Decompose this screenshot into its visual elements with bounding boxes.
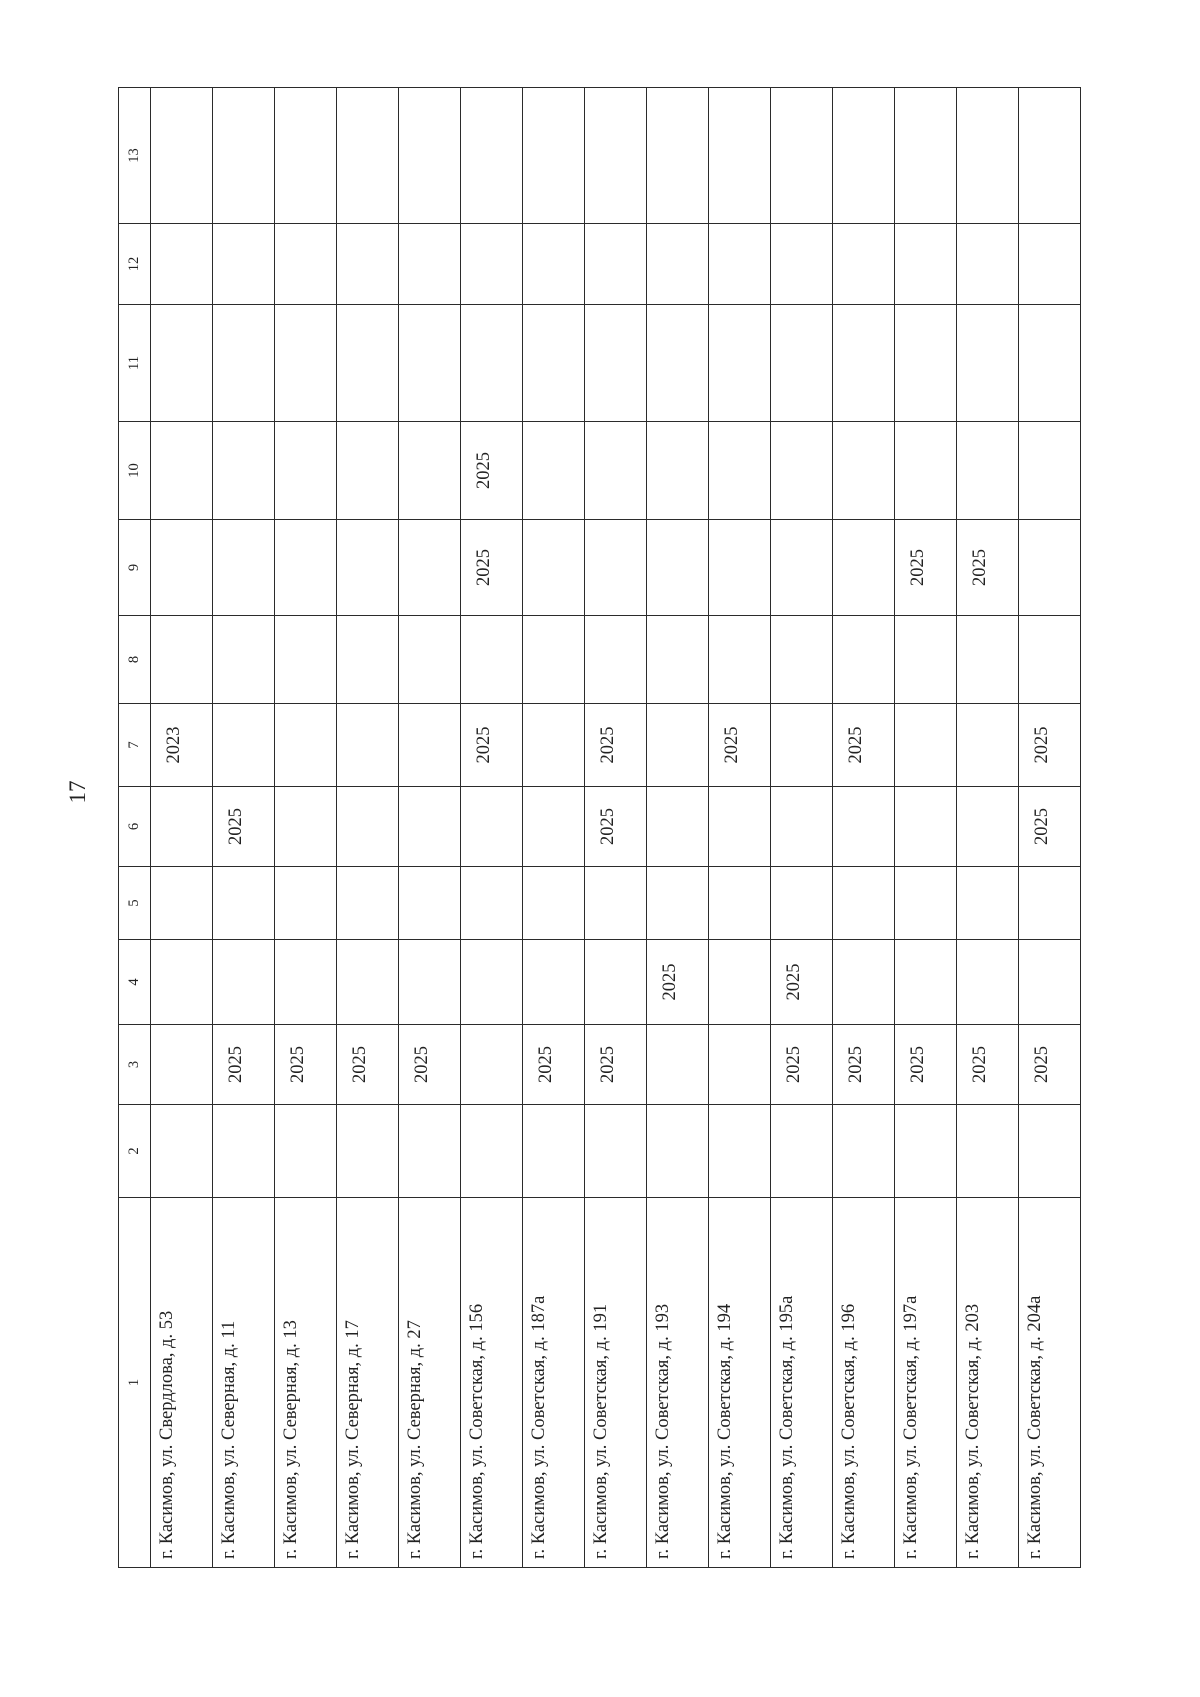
year-cell: 2025 bbox=[895, 520, 957, 616]
year-cell bbox=[585, 422, 647, 520]
year-cell bbox=[213, 867, 275, 940]
year-cell: 2025 bbox=[647, 940, 709, 1025]
year-cell bbox=[709, 305, 771, 422]
year-cell bbox=[461, 1105, 523, 1198]
year-cell bbox=[833, 1105, 895, 1198]
year-cell bbox=[647, 88, 709, 224]
address-cell: г. Касимов, ул. Северная, д. 11 bbox=[213, 1198, 275, 1568]
year-cell bbox=[275, 616, 337, 704]
year-cell bbox=[895, 88, 957, 224]
year-cell bbox=[771, 224, 833, 305]
year-cell bbox=[771, 704, 833, 787]
year-cell bbox=[895, 940, 957, 1025]
year-cell bbox=[523, 940, 585, 1025]
year-cell bbox=[895, 1105, 957, 1198]
column-header: 3 bbox=[119, 1025, 151, 1105]
year-cell: 2025 bbox=[523, 1025, 585, 1105]
year-cell bbox=[709, 867, 771, 940]
year-cell bbox=[709, 88, 771, 224]
year-cell bbox=[771, 520, 833, 616]
year-cell bbox=[337, 616, 399, 704]
address-cell: г. Касимов, ул. Советская, д. 187а bbox=[523, 1198, 585, 1568]
year-cell bbox=[461, 224, 523, 305]
year-cell: 2025 bbox=[1019, 704, 1081, 787]
year-cell bbox=[399, 940, 461, 1025]
year-cell bbox=[585, 224, 647, 305]
year-cell bbox=[709, 1105, 771, 1198]
year-cell bbox=[523, 224, 585, 305]
year-cell: 2025 bbox=[585, 787, 647, 867]
year-cell bbox=[833, 616, 895, 704]
year-cell bbox=[647, 867, 709, 940]
year-cell bbox=[957, 224, 1019, 305]
column-header: 11 bbox=[119, 305, 151, 422]
table-row bbox=[337, 88, 399, 1568]
table-row bbox=[895, 88, 957, 1568]
year-cell bbox=[399, 88, 461, 224]
year-cell bbox=[461, 867, 523, 940]
year-cell bbox=[1019, 940, 1081, 1025]
year-cell bbox=[337, 867, 399, 940]
column-header: 5 bbox=[119, 867, 151, 940]
year-cell: 2023 bbox=[151, 704, 213, 787]
address-cell: г. Касимов, ул. Советская, д. 156 bbox=[461, 1198, 523, 1568]
year-cell bbox=[647, 1105, 709, 1198]
year-cell bbox=[957, 867, 1019, 940]
year-cell bbox=[399, 1105, 461, 1198]
year-cell: 2025 bbox=[585, 704, 647, 787]
column-header: 13 bbox=[119, 88, 151, 224]
table-row bbox=[647, 88, 709, 1568]
year-cell bbox=[151, 787, 213, 867]
year-cell bbox=[523, 1105, 585, 1198]
year-cell bbox=[771, 867, 833, 940]
year-cell bbox=[957, 305, 1019, 422]
year-cell bbox=[833, 940, 895, 1025]
column-header: 9 bbox=[119, 520, 151, 616]
column-header: 12 bbox=[119, 224, 151, 305]
address-cell: г. Касимов, ул. Советская, д. 194 bbox=[709, 1198, 771, 1568]
year-cell bbox=[151, 940, 213, 1025]
year-cell: 2025 bbox=[213, 1025, 275, 1105]
year-cell bbox=[275, 704, 337, 787]
year-cell bbox=[275, 305, 337, 422]
year-cell bbox=[709, 520, 771, 616]
year-cell bbox=[709, 1025, 771, 1105]
year-cell bbox=[1019, 616, 1081, 704]
column-header: 1 bbox=[119, 1198, 151, 1568]
column-header: 6 bbox=[119, 787, 151, 867]
year-cell bbox=[833, 224, 895, 305]
year-cell bbox=[1019, 422, 1081, 520]
year-cell bbox=[399, 787, 461, 867]
year-cell bbox=[833, 867, 895, 940]
address-cell: г. Касимов, ул. Советская, д. 204а bbox=[1019, 1198, 1081, 1568]
year-cell bbox=[213, 88, 275, 224]
year-cell bbox=[771, 88, 833, 224]
year-cell bbox=[957, 422, 1019, 520]
table-row bbox=[1019, 88, 1081, 1568]
year-cell bbox=[771, 305, 833, 422]
year-cell bbox=[647, 787, 709, 867]
year-cell: 2025 bbox=[957, 520, 1019, 616]
year-cell bbox=[275, 787, 337, 867]
year-cell bbox=[585, 1105, 647, 1198]
year-cell bbox=[585, 940, 647, 1025]
year-cell: 2025 bbox=[461, 520, 523, 616]
year-cell bbox=[337, 88, 399, 224]
year-cell: 2025 bbox=[399, 1025, 461, 1105]
year-cell bbox=[957, 940, 1019, 1025]
year-cell bbox=[151, 422, 213, 520]
year-cell: 2025 bbox=[461, 704, 523, 787]
year-cell bbox=[213, 1105, 275, 1198]
year-cell bbox=[585, 305, 647, 422]
address-cell: г. Касимов, ул. Свердлова, д. 53 bbox=[151, 1198, 213, 1568]
year-cell bbox=[151, 224, 213, 305]
year-cell bbox=[585, 616, 647, 704]
year-cell: 2025 bbox=[833, 1025, 895, 1105]
year-cell bbox=[895, 305, 957, 422]
year-cell bbox=[585, 88, 647, 224]
year-cell bbox=[275, 520, 337, 616]
year-cell bbox=[213, 940, 275, 1025]
year-cell bbox=[461, 787, 523, 867]
year-cell bbox=[461, 940, 523, 1025]
address-cell: г. Касимов, ул. Советская, д. 196 bbox=[833, 1198, 895, 1568]
column-header: 7 bbox=[119, 704, 151, 787]
year-cell bbox=[957, 1105, 1019, 1198]
year-cell bbox=[337, 422, 399, 520]
year-cell bbox=[523, 616, 585, 704]
year-cell bbox=[461, 305, 523, 422]
year-cell bbox=[771, 787, 833, 867]
year-cell bbox=[585, 520, 647, 616]
address-cell: г. Касимов, ул. Северная, д. 13 bbox=[275, 1198, 337, 1568]
year-cell bbox=[647, 422, 709, 520]
address-cell: г. Касимов, ул. Советская, д. 197а bbox=[895, 1198, 957, 1568]
column-header: 8 bbox=[119, 616, 151, 704]
year-cell: 2025 bbox=[771, 1025, 833, 1105]
year-cell bbox=[833, 422, 895, 520]
year-cell bbox=[151, 1025, 213, 1105]
year-cell bbox=[523, 422, 585, 520]
year-cell bbox=[895, 224, 957, 305]
table-row bbox=[833, 88, 895, 1568]
year-cell bbox=[213, 224, 275, 305]
table-row bbox=[213, 88, 275, 1568]
address-cell: г. Касимов, ул. Советская, д. 195а bbox=[771, 1198, 833, 1568]
year-cell bbox=[647, 1025, 709, 1105]
year-cell bbox=[895, 616, 957, 704]
year-cell bbox=[1019, 305, 1081, 422]
year-cell bbox=[709, 422, 771, 520]
address-cell: г. Касимов, ул. Советская, д. 193 bbox=[647, 1198, 709, 1568]
year-cell bbox=[895, 422, 957, 520]
year-cell bbox=[709, 616, 771, 704]
year-cell bbox=[771, 616, 833, 704]
year-cell bbox=[833, 787, 895, 867]
year-cell bbox=[523, 520, 585, 616]
table-row bbox=[585, 88, 647, 1568]
year-cell bbox=[523, 867, 585, 940]
year-cell bbox=[647, 224, 709, 305]
year-cell bbox=[1019, 224, 1081, 305]
year-cell bbox=[275, 940, 337, 1025]
year-cell bbox=[399, 704, 461, 787]
year-cell bbox=[151, 88, 213, 224]
year-cell: 2025 bbox=[337, 1025, 399, 1105]
year-cell bbox=[213, 520, 275, 616]
year-cell bbox=[709, 787, 771, 867]
address-cell: г. Касимов, ул. Северная, д. 27 bbox=[399, 1198, 461, 1568]
table-row bbox=[151, 88, 213, 1568]
year-cell bbox=[337, 305, 399, 422]
year-cell bbox=[833, 305, 895, 422]
year-cell: 2025 bbox=[895, 1025, 957, 1105]
year-cell bbox=[213, 704, 275, 787]
year-cell bbox=[647, 305, 709, 422]
year-cell bbox=[275, 422, 337, 520]
year-cell bbox=[151, 616, 213, 704]
year-cell bbox=[833, 520, 895, 616]
column-header: 2 bbox=[119, 1105, 151, 1198]
year-cell bbox=[957, 88, 1019, 224]
table-row bbox=[461, 88, 523, 1568]
page-number: 17 bbox=[65, 780, 90, 804]
year-cell bbox=[213, 616, 275, 704]
year-cell bbox=[461, 616, 523, 704]
column-header: 4 bbox=[119, 940, 151, 1025]
year-cell bbox=[399, 867, 461, 940]
table-row bbox=[523, 88, 585, 1568]
address-cell: г. Касимов, ул. Советская, д. 203 bbox=[957, 1198, 1019, 1568]
year-cell bbox=[709, 940, 771, 1025]
year-cell bbox=[1019, 520, 1081, 616]
year-cell bbox=[337, 520, 399, 616]
year-cell bbox=[523, 704, 585, 787]
year-cell bbox=[957, 704, 1019, 787]
year-cell bbox=[399, 520, 461, 616]
year-cell bbox=[647, 520, 709, 616]
year-cell bbox=[585, 867, 647, 940]
year-cell bbox=[833, 88, 895, 224]
year-cell bbox=[895, 704, 957, 787]
year-cell: 2025 bbox=[213, 787, 275, 867]
year-cell bbox=[275, 88, 337, 224]
year-cell bbox=[399, 616, 461, 704]
year-cell bbox=[151, 867, 213, 940]
year-cell: 2025 bbox=[957, 1025, 1019, 1105]
year-cell bbox=[337, 940, 399, 1025]
year-cell bbox=[461, 88, 523, 224]
year-cell bbox=[151, 520, 213, 616]
table-row bbox=[399, 88, 461, 1568]
year-cell: 2025 bbox=[275, 1025, 337, 1105]
year-cell bbox=[895, 787, 957, 867]
year-cell bbox=[275, 1105, 337, 1198]
table-row bbox=[771, 88, 833, 1568]
year-cell bbox=[647, 704, 709, 787]
year-cell bbox=[213, 422, 275, 520]
schedule-table bbox=[118, 87, 1081, 1568]
year-cell bbox=[895, 867, 957, 940]
year-cell bbox=[709, 224, 771, 305]
year-cell bbox=[337, 704, 399, 787]
column-header: 10 bbox=[119, 422, 151, 520]
year-cell bbox=[399, 422, 461, 520]
year-cell bbox=[461, 1025, 523, 1105]
year-cell bbox=[151, 305, 213, 422]
year-cell bbox=[771, 422, 833, 520]
year-cell bbox=[957, 787, 1019, 867]
year-cell bbox=[399, 305, 461, 422]
year-cell: 2025 bbox=[833, 704, 895, 787]
year-cell bbox=[337, 1105, 399, 1198]
header-row bbox=[119, 88, 151, 1568]
year-cell bbox=[337, 224, 399, 305]
address-cell: г. Касимов, ул. Северная, д. 17 bbox=[337, 1198, 399, 1568]
year-cell: 2025 bbox=[461, 422, 523, 520]
year-cell bbox=[213, 305, 275, 422]
table-row bbox=[275, 88, 337, 1568]
year-cell: 2025 bbox=[1019, 1025, 1081, 1105]
year-cell bbox=[275, 867, 337, 940]
year-cell bbox=[647, 616, 709, 704]
year-cell bbox=[275, 224, 337, 305]
year-cell bbox=[1019, 1105, 1081, 1198]
year-cell: 2025 bbox=[1019, 787, 1081, 867]
year-cell bbox=[337, 787, 399, 867]
year-cell bbox=[523, 787, 585, 867]
schedule-table-container bbox=[118, 88, 1080, 1568]
year-cell bbox=[523, 88, 585, 224]
year-cell bbox=[771, 1105, 833, 1198]
year-cell: 2025 bbox=[709, 704, 771, 787]
year-cell bbox=[399, 224, 461, 305]
year-cell bbox=[523, 305, 585, 422]
year-cell bbox=[1019, 867, 1081, 940]
table-row bbox=[709, 88, 771, 1568]
table-row bbox=[957, 88, 1019, 1568]
year-cell: 2025 bbox=[585, 1025, 647, 1105]
year-cell: 2025 bbox=[771, 940, 833, 1025]
address-cell: г. Касимов, ул. Советская, д. 191 bbox=[585, 1198, 647, 1568]
year-cell bbox=[1019, 88, 1081, 224]
year-cell bbox=[151, 1105, 213, 1198]
year-cell bbox=[957, 616, 1019, 704]
